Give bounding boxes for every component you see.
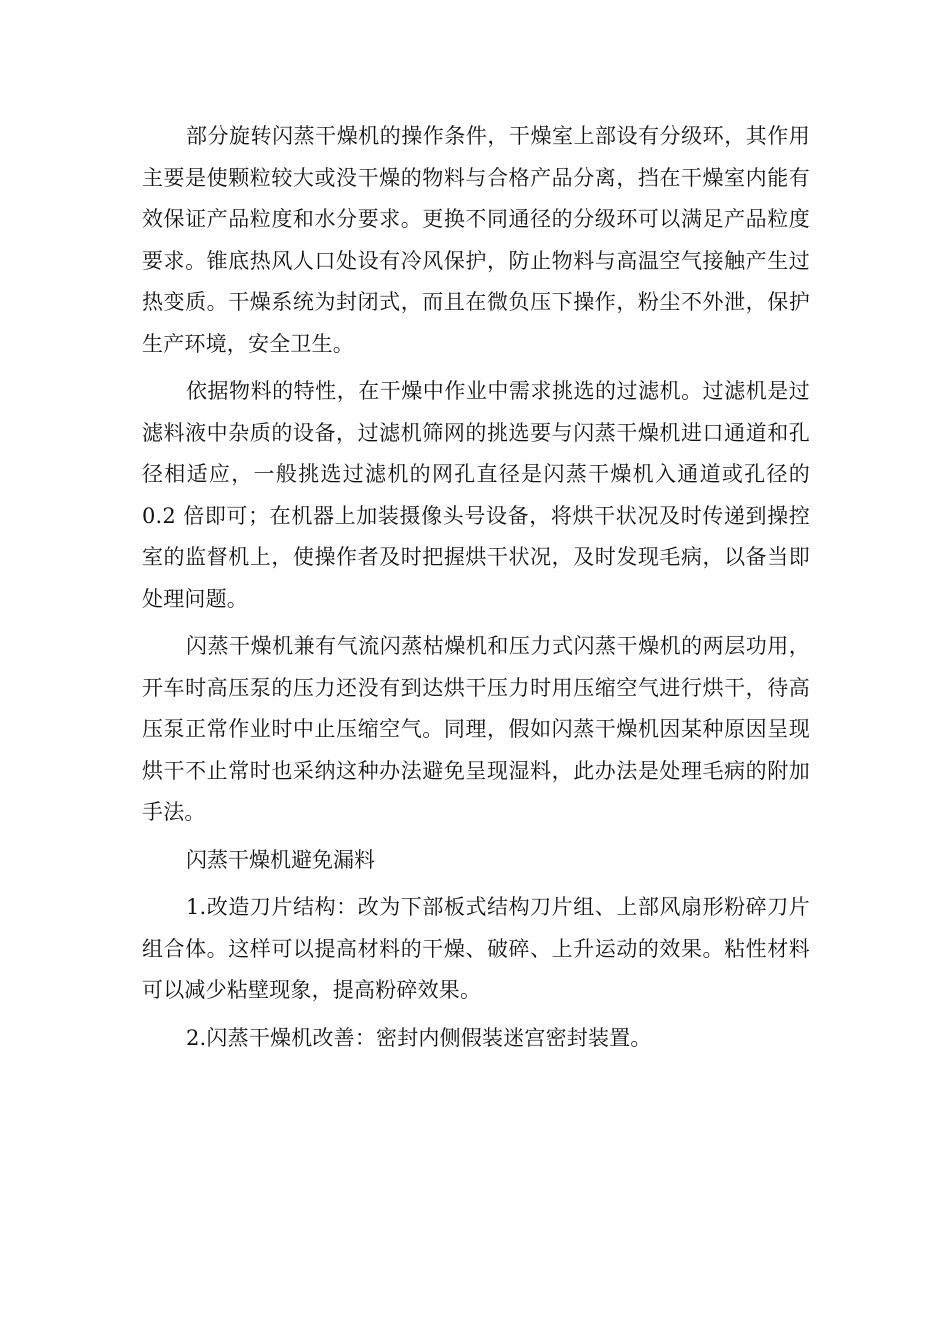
list-item-blade-structure: 1.改造刀片结构：改为下部板式结构刀片组、上部风扇形粉碎刀片组合体。这样可以提高材料的干燥、破碎、上升运动的效果。粘性材料可以减少粘壁现象，提高粉碎效果。	[142, 895, 810, 1002]
document-body	[142, 116, 810, 1065]
paragraph-filter-selection: 依据物料的特性，在干燥中作业中需求挑选的过滤机。过滤机是过滤料液中杂质的设备，过滤机筛网的挑选要与闪蒸干燥机进口通道和孔径相适应，一般挑选过滤机的网孔直径是闪蒸干燥机入通道或孔径的 0.2 倍即可；在机器上加装摄像头号设备，将烘干状况及时传递到操控室的监督机上，使操作者及时把握烘干状况，及时发现毛病，以备当即处理问题。	[142, 379, 810, 611]
list-item-seal-improvement: 2.闪蒸干燥机改善：密封内侧假装迷宫密封装置。	[186, 1025, 652, 1050]
section-title: 闪蒸干燥机避免漏料	[186, 847, 375, 872]
paragraph-operating-conditions: 部分旋转闪蒸干燥机的操作条件，干燥室上部设有分级环，其作用主要是使颗粒较大或没干燥的物料与合格产品分离，挡在干燥室内能有效保证产品粒度和水分要求。更换不同通径的分级环可以满足产品粒度要求。锥底热风人口处设有冷风保护，防止物料与高温空气接触产生过热变质。干燥系统为封闭式，而且在微负压下操作，粉尘不外泄，保护生产环境，安全卫生。	[142, 124, 810, 356]
paragraph-dual-function: 闪蒸干燥机兼有气流闪蒸枯燥机和压力式闪蒸干燥机的两层功用，开车时高压泵的压力还没有到达烘干压力时用压缩空气进行烘干，待高压泵正常作业时中止压缩空气。同理，假如闪蒸干燥机因某种原因呈现烘干不止常时也采纳这种办法避免呈现湿料，此办法是处理毛病的附加手法。	[142, 634, 810, 824]
